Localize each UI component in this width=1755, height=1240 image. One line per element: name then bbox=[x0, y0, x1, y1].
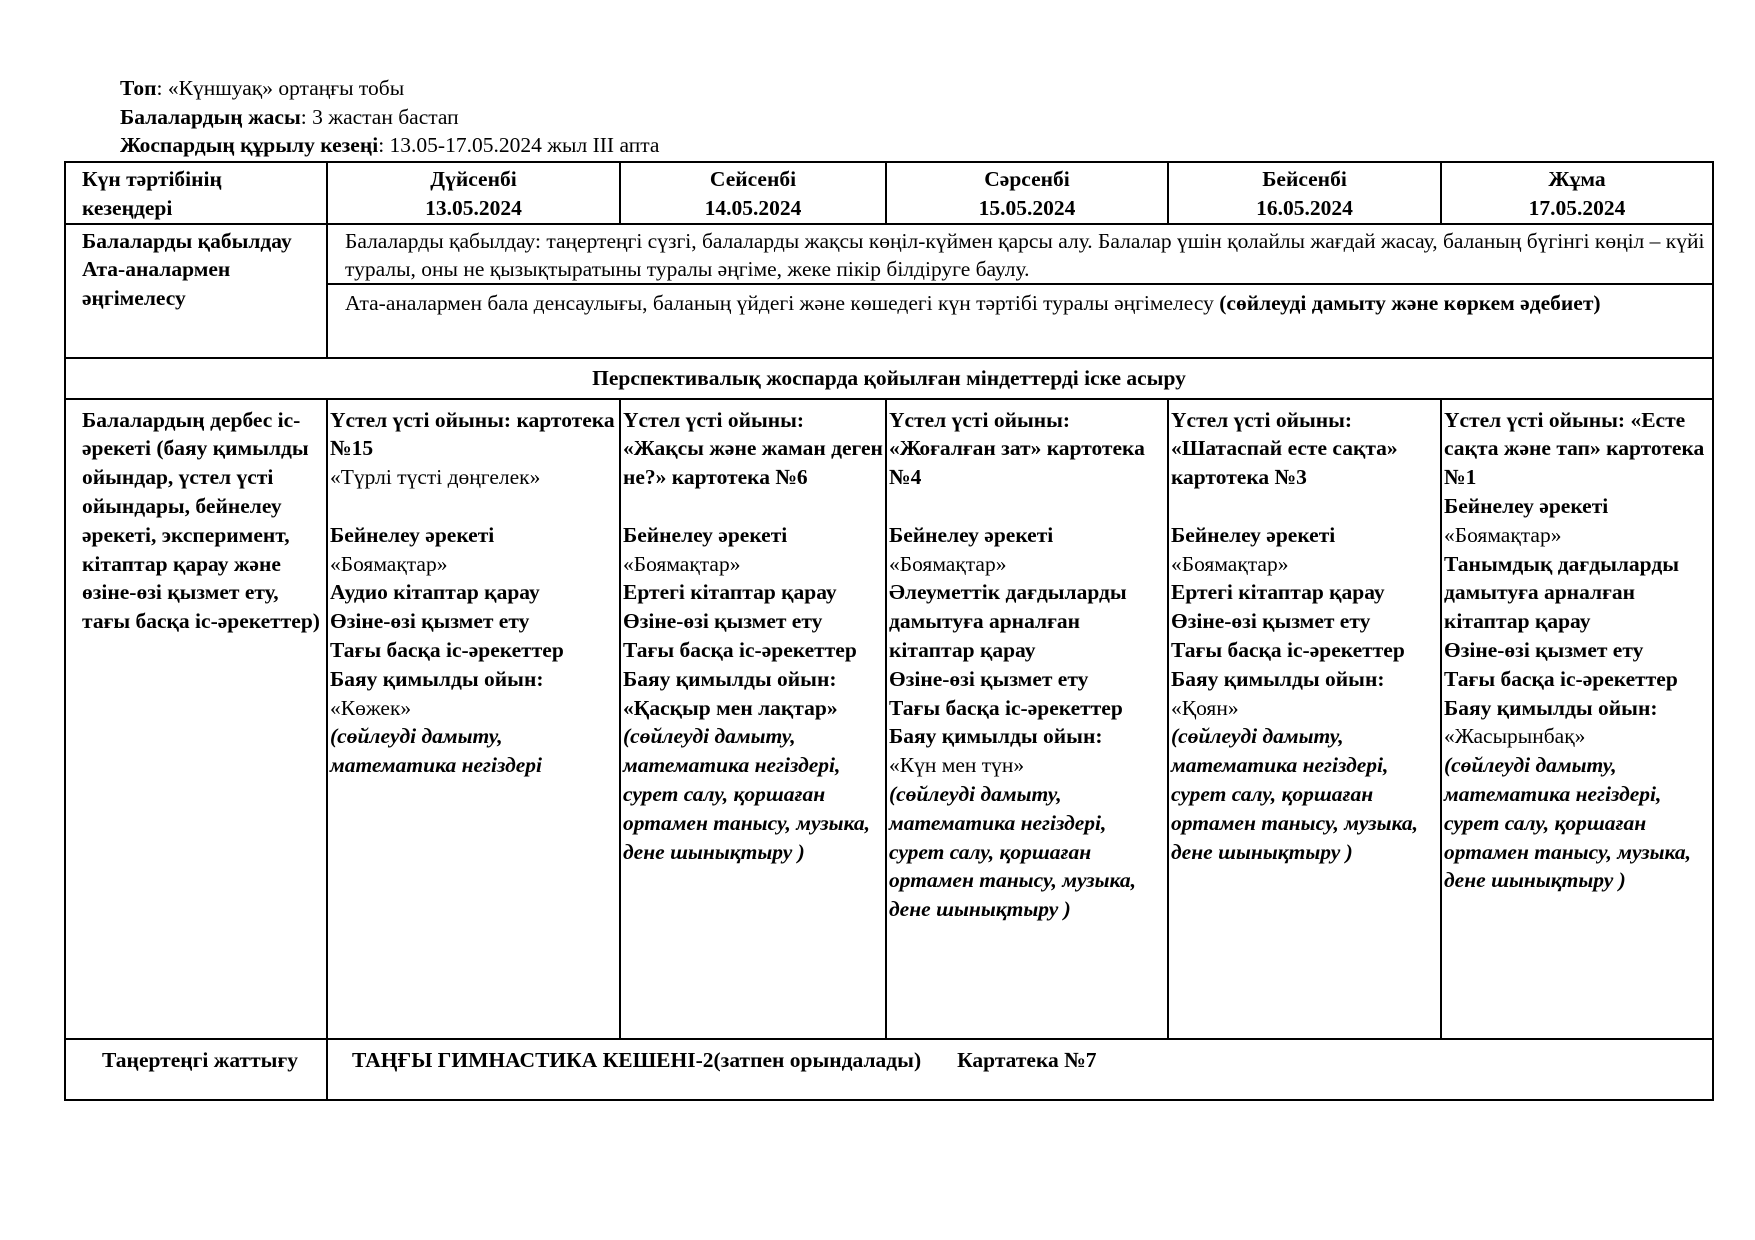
day-date: 13.05.2024 bbox=[425, 195, 522, 220]
art-activity-name: «Боямақтар» bbox=[1444, 522, 1562, 547]
integration-areas: (сөйлеуді дамыту, математика негіздері, сурет салу, қоршаған ортамен танысу, музыка, дене шынықтыру ) bbox=[889, 781, 1136, 922]
table-header-row bbox=[65, 162, 1713, 224]
slow-game-title: Баяу қимылды ойын: bbox=[1171, 666, 1385, 691]
activity-label: Балалардың дербес іс-әрекеті (баяу қимылды ойындар, үстел үсті ойындары, бейнелеу әрекеті, эксперимент, кітаптар қарау және өзіне-өзі қызмет ету, тағы басқа іс-әрекеттер) bbox=[65, 399, 327, 1039]
reception-label-line3: әңгімелесу bbox=[82, 286, 186, 311]
age-line bbox=[120, 103, 659, 132]
parents-talk-text: Ата-аналармен бала денсаулығы, баланың үйдегі және көшедегі күн тәртібі туралы әңгімелесу bbox=[345, 290, 1220, 315]
slow-game-name: «Көжек» bbox=[330, 695, 412, 720]
books-activity: Аудио кітаптар қарау bbox=[330, 580, 540, 605]
day-name: Сәрсенбі bbox=[984, 167, 1070, 191]
perspective-row bbox=[65, 358, 1713, 399]
activity-wednesday bbox=[886, 399, 1168, 1039]
group-label: Топ bbox=[120, 76, 157, 100]
period-value: : 13.05-17.05.2024 жыл ІІІ апта bbox=[378, 133, 660, 157]
table-game-name: «Түрлі түсті дөңгелек» bbox=[330, 465, 541, 490]
art-activity-name: «Боямақтар» bbox=[889, 551, 1007, 576]
day-date: 17.05.2024 bbox=[1528, 195, 1626, 220]
integration-areas: (сөйлеуді дамыту, математика негіздері, сурет салу, қоршаған ортамен танысу, музыка, дене шынықтыру ) bbox=[1171, 724, 1418, 864]
self-service: Өзіне-өзі қызмет ету bbox=[889, 666, 1089, 691]
self-service: Өзіне-өзі қызмет ету bbox=[330, 609, 530, 634]
art-activity-name: «Боямақтар» bbox=[623, 551, 741, 576]
morning-exercise-label: Таңертеңгі жаттығу bbox=[65, 1039, 327, 1100]
books-activity: Танымдық дағдыларды дамытуға арналған кітаптар қарау bbox=[1444, 551, 1679, 634]
day-date: 16.05.2024 bbox=[1256, 195, 1353, 220]
integration-areas: (сөйлеуді дамыту, математика негіздері bbox=[330, 724, 542, 778]
table-game: Үстел үсті ойыны: «Жақсы және жаман деген не?» картотека №6 bbox=[623, 407, 883, 490]
day-header-friday bbox=[1441, 162, 1713, 224]
day-header-tuesday bbox=[620, 162, 886, 224]
weekly-plan-table bbox=[64, 161, 1714, 1101]
day-date: 15.05.2024 bbox=[978, 195, 1076, 220]
other-activities: Тағы басқа іс-әрекеттер bbox=[330, 637, 564, 662]
activity-row bbox=[65, 399, 1713, 1039]
day-name: Сейсенбі bbox=[709, 167, 797, 191]
books-activity: Ертегі кітаптар қарау bbox=[1171, 580, 1385, 605]
spacer bbox=[330, 492, 617, 521]
spacer bbox=[889, 492, 1165, 521]
self-service: Өзіне-өзі қызмет ету bbox=[1444, 637, 1644, 662]
table-game: Үстел үсті ойыны: «Есте сақта және тап» картотека №1 bbox=[1444, 407, 1705, 490]
group-line bbox=[120, 74, 659, 103]
art-activity-title: Бейнелеу әрекеті bbox=[1444, 493, 1609, 518]
activity-friday bbox=[1441, 399, 1713, 1039]
spacer bbox=[623, 492, 883, 521]
period-label: Жоспардың құрылу кезеңі bbox=[120, 133, 379, 157]
art-activity-name: «Боямақтар» bbox=[1171, 551, 1289, 576]
table-game: Үстел үсті ойыны: «Жоғалған зат» картотека №4 bbox=[889, 407, 1145, 490]
art-activity-title: Бейнелеу әрекеті bbox=[889, 522, 1054, 547]
activity-thursday bbox=[1168, 399, 1441, 1039]
schedule-stage-header-line1: Күн тәртібінің bbox=[82, 167, 222, 191]
other-activities: Тағы басқа іс-әрекеттер bbox=[1444, 666, 1678, 691]
integration-areas: (сөйлеуді дамыту, математика негіздері, сурет салу, қоршаған ортамен танысу, музыка, дене шынықтыру ) bbox=[1444, 753, 1691, 893]
activity-monday bbox=[327, 399, 620, 1039]
slow-game-name: «Қоян» bbox=[1171, 695, 1239, 720]
other-activities: Тағы басқа іс-әрекеттер bbox=[623, 637, 857, 662]
books-activity: Әлеуметтік дағдыларды дамытуға арналған кітаптар қарау bbox=[889, 580, 1127, 662]
slow-game-name: «Қасқыр мен лақтар» bbox=[623, 695, 838, 720]
parents-talk-cell bbox=[327, 284, 1713, 358]
art-activity-title: Бейнелеу әрекеті bbox=[623, 522, 788, 547]
slow-game-title: Баяу қимылды ойын: bbox=[1444, 695, 1658, 720]
day-header-monday bbox=[327, 162, 620, 224]
day-date: 14.05.2024 bbox=[704, 195, 802, 220]
books-activity: Ертегі кітаптар қарау bbox=[623, 580, 837, 605]
art-activity-name: «Боямақтар» bbox=[330, 551, 448, 576]
day-name: Бейсенбі bbox=[1262, 167, 1347, 191]
schedule-stage-header-line2: кезеңдері bbox=[82, 195, 173, 220]
parents-talk-areas: (сөйлеуді дамыту және көркем әдебиет) bbox=[1219, 290, 1601, 315]
morning-exercise-card: Картатека №7 bbox=[957, 1047, 1097, 1072]
group-value: : «Күншуақ» ортаңғы тобы bbox=[156, 76, 405, 100]
art-activity-title: Бейнелеу әрекеті bbox=[1171, 522, 1336, 547]
reception-row-1 bbox=[65, 224, 1713, 284]
day-header-wednesday bbox=[886, 162, 1168, 224]
reception-text: Балаларды қабылдау: таңертеңгі сүзгі, балаларды жақсы көңіл-күймен қарсы алу. Балалар үшін қолайлы жағдай жасау, баланың бүгінгі көңіл – күйі туралы, оны не қызықтыратыны туралы әңгіме, жеке пікір білдіруге баулу. bbox=[327, 224, 1713, 284]
slow-game-title: Баяу қимылды ойын: bbox=[889, 724, 1103, 749]
table-game: Үстел үсті ойыны: картотека №15 bbox=[330, 407, 615, 461]
self-service: Өзіне-өзі қызмет ету bbox=[1171, 609, 1371, 634]
day-name: Жұма bbox=[1548, 167, 1606, 191]
integration-areas: (сөйлеуді дамыту, математика негіздері, сурет салу, қоршаған ортамен танысу, музыка, дене шынықтыру ) bbox=[623, 724, 870, 864]
activity-tuesday bbox=[620, 399, 886, 1039]
morning-exercise-row bbox=[65, 1039, 1713, 1100]
document-header bbox=[120, 74, 659, 160]
perspective-title: Перспективалық жоспарда қойылған міндеттерді іске асыру bbox=[65, 358, 1713, 399]
day-header-thursday bbox=[1168, 162, 1441, 224]
slow-game-name: «Күн мен түн» bbox=[889, 753, 1025, 778]
period-line bbox=[120, 131, 659, 160]
morning-exercise-text: ТАҢҒЫ ГИМНАСТИКА КЕШЕНІ-2(затпен орындалады) bbox=[352, 1047, 922, 1072]
table-game: Үстел үсті ойыны: «Шатаспай есте сақта» картотека №3 bbox=[1171, 407, 1398, 490]
self-service: Өзіне-өзі қызмет ету bbox=[623, 609, 823, 634]
reception-label bbox=[65, 224, 327, 358]
reception-label-line1: Балаларды қабылдау bbox=[82, 228, 292, 253]
age-value: : 3 жастан бастап bbox=[300, 104, 459, 129]
slow-game-name: «Жасырынбақ» bbox=[1444, 724, 1586, 749]
spacer bbox=[1171, 492, 1438, 521]
age-label: Балалардың жасы bbox=[120, 104, 301, 129]
other-activities: Тағы басқа іс-әрекеттер bbox=[889, 695, 1123, 720]
day-name: Дүйсенбі bbox=[430, 167, 517, 191]
slow-game-title: Баяу қимылды ойын: bbox=[330, 666, 544, 691]
schedule-stage-header bbox=[65, 162, 327, 224]
slow-game-title: Баяу қимылды ойын: bbox=[623, 666, 837, 691]
morning-exercise-cell bbox=[327, 1039, 1713, 1100]
other-activities: Тағы басқа іс-әрекеттер bbox=[1171, 637, 1405, 662]
reception-label-line2: Ата-аналармен bbox=[82, 257, 231, 282]
art-activity-title: Бейнелеу әрекеті bbox=[330, 522, 495, 547]
